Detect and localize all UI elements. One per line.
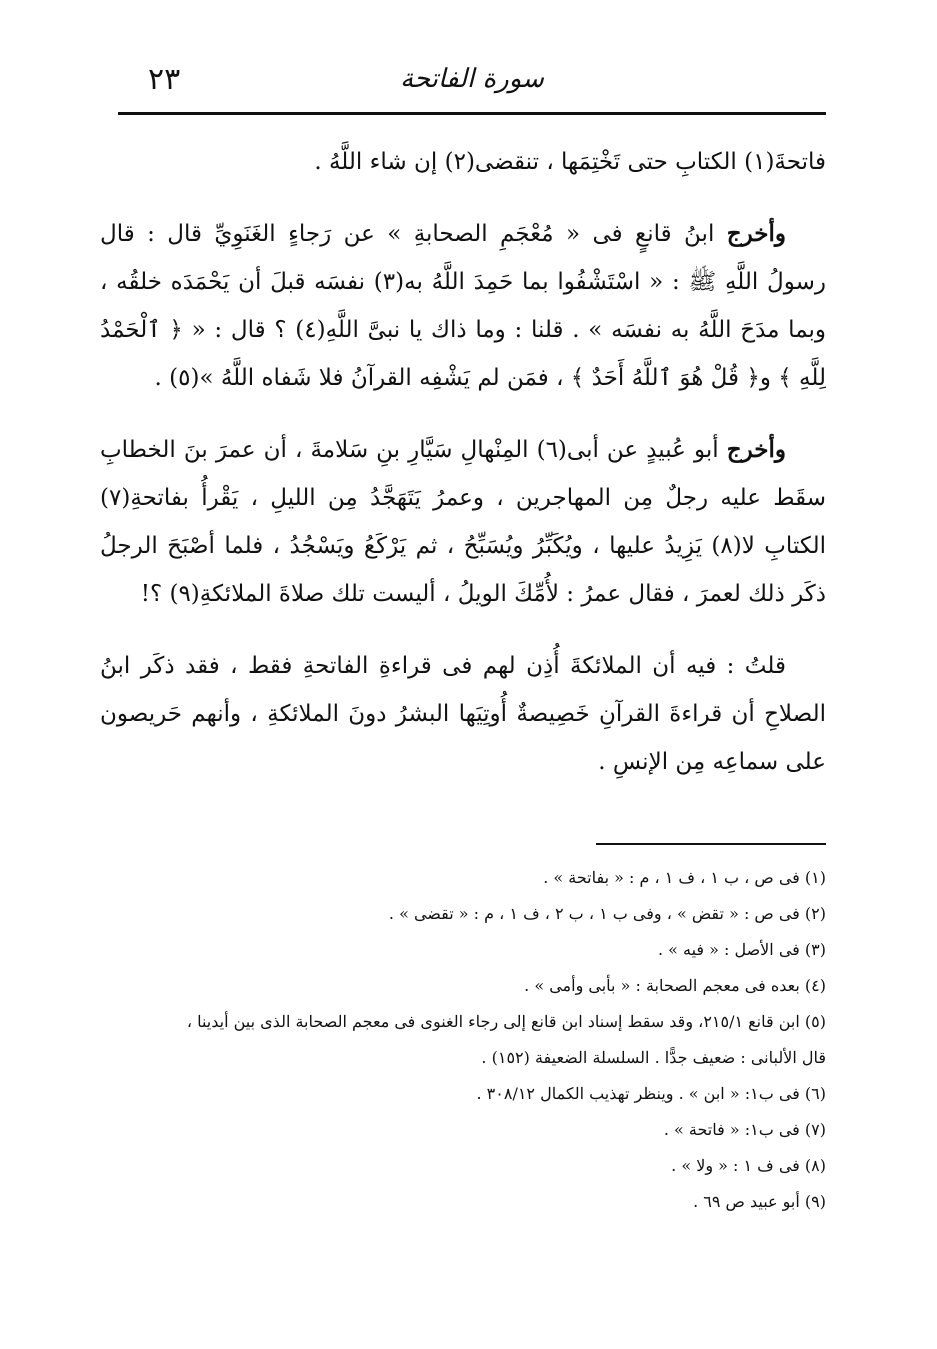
footnote-2: (٢) فى ص : « تقض » ، وفى ب ١ ، ب ٢ ، ف ١ ، م : « تقضى » . (388, 904, 826, 923)
paragraph-3-text: أبو عُبيدٍ عن أبى(٦) المِنْهالِ سَيَّارِ بنِ سَلامةَ ، أن عمرَ بنَ الخطابِ سقَط عليه رجلٌ مِن المهاجرين ، وعمرُ يَتَهَجَّدُ مِن الليلِ ، يَقْرأُ بفاتحةِ(٧) الكتابِ لا(٨) يَزِيدُ عليها ، ويُكَبِّرُ ويُسَبِّحُ ، ثم يَرْكَعُ ويَسْجُدُ ، فلما أصْبَحَ الرجلُ ذكَر ذلك لعمرَ ، فقال عمرُ : لأُمِّكَ الويلُ ، أليست تلك صلاةَ الملائكةِ(٩) ؟! (100, 437, 826, 607)
footnote-8: (٨) فى ف ١ : « ولا » . (671, 1156, 826, 1175)
footnote-rule (596, 843, 826, 845)
paragraph-1: فاتحةَ(١) الكتابِ حتى تَخْتِمَها ، تنقضى(٢) إن شاء اللَّهُ . (314, 149, 826, 175)
paragraph-3 (100, 426, 826, 618)
footnote-1: (١) فى ص ، ب ١ ، ف ١ ، م : « بفاتحة » . (543, 868, 826, 887)
footnote-4: (٤) بعده فى معجم الصحابة : « بأبى وأمى » . (524, 976, 826, 995)
footnote-6: (٦) فى ب١: « ابن » . وينظر تهذيب الكمال ٣٠٨/١٢ . (476, 1084, 826, 1103)
header-rule (118, 112, 826, 115)
paragraph-3-lead: وأخرج (726, 436, 786, 463)
footnotes (100, 860, 826, 1220)
page-number: ٢٣ (148, 62, 181, 97)
footnote-7: (٧) فى ب١: « فاتحة » . (663, 1120, 826, 1139)
footnote-3: (٣) فى الأصل : « فيه » . (657, 940, 826, 959)
footnote-5: (٥) ابن قانع ٢١٥/١، وقد سقط إسناد ابن قانع إلى رجاء الغنوى فى معجم الصحابة الذى بين أيدينا ، (186, 1012, 826, 1031)
page-header (118, 56, 826, 106)
paragraph-2 (100, 210, 826, 402)
running-title: سورة الفاتحة (400, 64, 544, 94)
paragraph-2-text: ابنُ قانعٍ فى « مُعْجَمِ الصحابةِ » عن رَجاءٍ الغَنَوِيِّ قال : قال رسولُ اللَّهِ ﷺ : « اسْتَشْفُوا بما حَمِدَ اللَّهُ به(٣) نفسَه قبلَ أن يَحْمَدَه خلقُه ، وبما مدَحَ اللَّهُ به نفسَه » . قلنا : وما ذاك يا نبىَّ اللَّهِ(٤) ؟ قال : « ﴿ ٱلْحَمْدُ لِلَّهِ ﴾ و﴿ قُلْ هُوَ ٱللَّهُ أَحَدٌ ﴾ ، فمَن لم يَشْفِه القرآنُ فلا شَفاه اللَّهُ »(٥) . (100, 221, 827, 391)
footnote-9: (٩) أبو عبيد ص ٦٩ . (693, 1192, 826, 1211)
paragraph-4: قلتُ : فيه أن الملائكةَ أُذِن لهم فى قراءةِ الفاتحةِ فقط ، فقد ذكَر ابنُ الصلاحِ أن قراءةَ القرآنِ خَصِيصةٌ أُوتِيَها البشرُ دونَ الملائكةِ ، وأنهم حَريصون على سماعِه مِن الإنسِ . (100, 653, 826, 775)
footnote-5-continued: قال الألبانى : ضعيف جدًّا . السلسلة الضعيفة (١٥٢) . (481, 1048, 826, 1067)
paragraph-2-lead: وأخرج (726, 220, 786, 247)
main-text (100, 138, 826, 810)
